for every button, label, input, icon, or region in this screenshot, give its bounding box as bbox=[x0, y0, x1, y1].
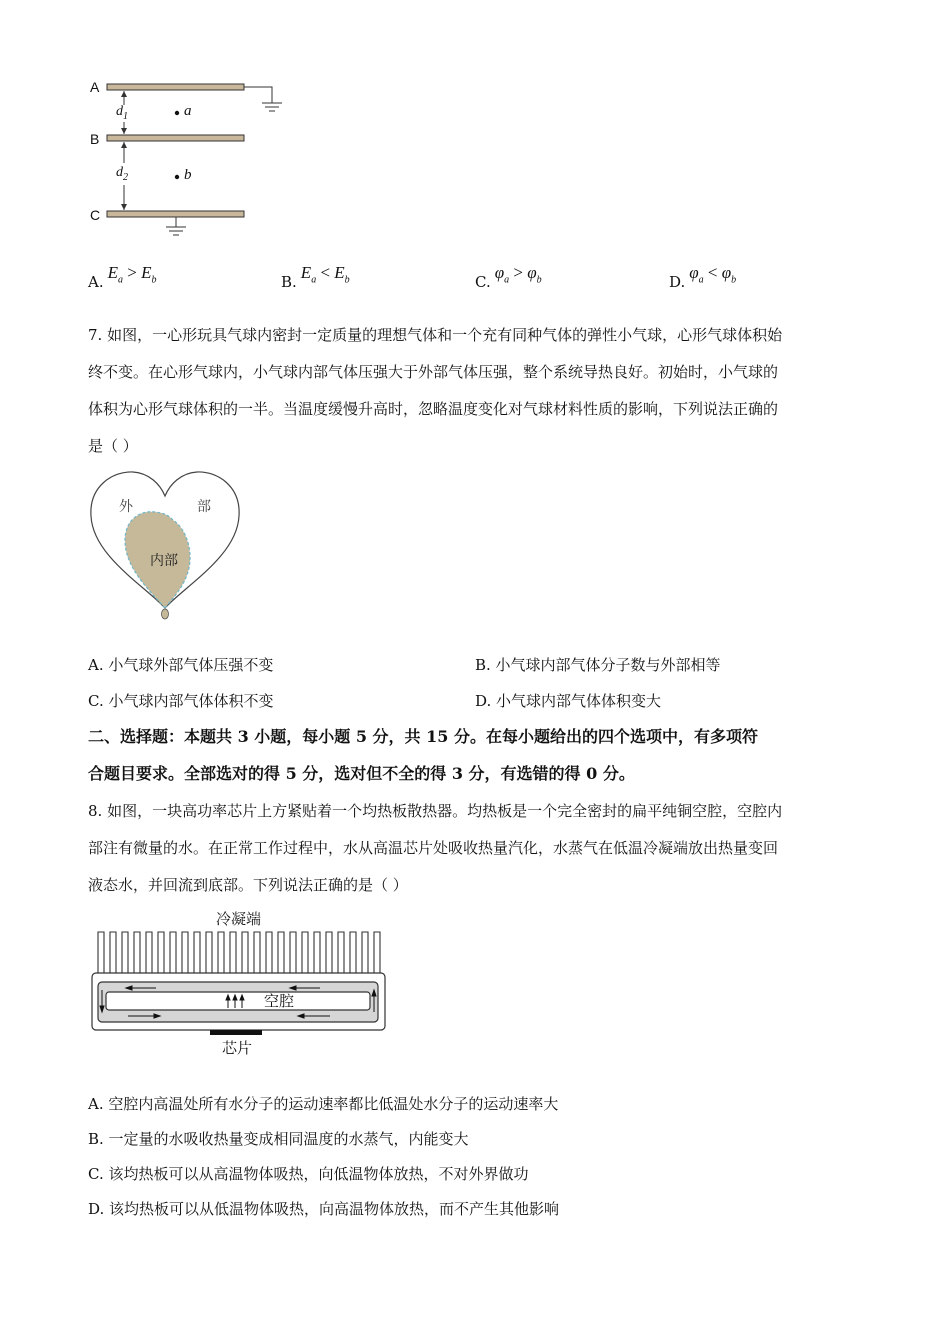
condenser-label: 冷凝端 bbox=[216, 911, 262, 928]
section2-heading-line-1: 二、选择题：本题共 3 小题，每小题 5 分，共 15 分。在每小题给出的四个选项中，有多项符 bbox=[88, 727, 758, 746]
point-a-label: a bbox=[184, 103, 192, 119]
q7-line-1: 7. 如图，一心形玩具气球内密封一定质量的理想气体和一个充有同种气体的弹性小气球，心形气球体积始 bbox=[88, 326, 783, 344]
chip-block bbox=[210, 1030, 262, 1035]
q8-option-d[interactable]: D. 该均热板可以从低温物体吸热，向高温物体放热，而不产生其他影响 bbox=[88, 1200, 560, 1218]
cavity-box bbox=[106, 992, 370, 1010]
q8-option-a[interactable]: A. 空腔内高温处所有水分子的运动速率都比低温处水分子的运动速率大 bbox=[88, 1095, 559, 1113]
q7-option-a[interactable]: A. 小气球外部气体压强不变 bbox=[88, 656, 274, 674]
q6-option-c[interactable]: C. $\varphi_a > \varphi_b$ bbox=[475, 263, 542, 292]
plate-c-label: C bbox=[90, 207, 101, 223]
q7-option-d[interactable]: D. 小气球内部气体体积变大 bbox=[475, 692, 662, 710]
q8-option-b[interactable]: B. 一定量的水吸收热量变成相同温度的水蒸气，内能变大 bbox=[88, 1130, 469, 1148]
d1-label: $d_1$ bbox=[116, 104, 128, 122]
q8-line-3: 液态水，并回流到底部。下列说法正确的是（ ） bbox=[88, 876, 408, 894]
q8-line-2: 部注有微量的水。在正常工作过程中，水从高温芯片处吸收热量汽化，水蒸气在低温冷凝端放出热量变回 bbox=[88, 839, 779, 857]
outside-label-1: 外 bbox=[119, 499, 133, 515]
q7-line-2: 终不变。在心形气球内，小气球内部气体压强大于外部气体压强，整个系统导热良好。初始时，小气球的 bbox=[88, 363, 779, 381]
d2-label: $d_2$ bbox=[116, 165, 128, 183]
outside-label-2: 部 bbox=[197, 499, 211, 515]
q8-option-c[interactable]: C. 该均热板可以从高温物体吸热，向低温物体放热，不对外界做功 bbox=[88, 1165, 529, 1183]
plate-a-label: A bbox=[90, 79, 100, 95]
chip-label: 芯片 bbox=[222, 1040, 253, 1057]
capacitor-figure bbox=[80, 75, 310, 250]
q6-option-b[interactable]: B. $E_a < E_b$ bbox=[281, 263, 350, 292]
plate-c bbox=[107, 211, 244, 217]
point-b-label: b bbox=[184, 167, 192, 183]
q7-line-4: 是（ ） bbox=[88, 437, 138, 455]
vapor-chamber-diagram bbox=[88, 908, 388, 1058]
q7-option-b[interactable]: B. 小气球内部气体分子数与外部相等 bbox=[475, 656, 721, 674]
capacitor-diagram bbox=[80, 75, 310, 250]
point-a-dot bbox=[175, 111, 179, 115]
heart-balloon-figure bbox=[85, 468, 245, 623]
q6-option-d[interactable]: D. $\varphi_a < \varphi_b$ bbox=[669, 263, 737, 292]
plate-b bbox=[107, 135, 244, 141]
plate-b-label: B bbox=[90, 131, 100, 147]
section2-heading-line-2: 合题目要求。全部选对的得 5 分，选对但不全的得 3 分，有选错的得 0 分。 bbox=[88, 764, 635, 783]
q6-option-a[interactable]: A. $E_a > E_b$ bbox=[88, 263, 157, 292]
inside-label: 内部 bbox=[150, 553, 178, 569]
q7-option-c[interactable]: C. 小气球内部气体体积不变 bbox=[88, 692, 274, 710]
heart-balloon-diagram bbox=[85, 468, 245, 623]
q7-line-3: 体积为心形气球体积的一半。当温度缓慢升高时，忽略温度变化对气球材料性质的影响，下列说法正确的 bbox=[88, 400, 779, 418]
vapor-chamber-figure bbox=[88, 908, 388, 1058]
plate-a bbox=[107, 84, 244, 90]
point-b-dot bbox=[175, 175, 179, 179]
cavity-label: 空腔 bbox=[264, 993, 295, 1010]
q8-line-1: 8. 如图，一块高功率芯片上方紧贴着一个均热板散热器。均热板是一个完全密封的扁平纯铜空腔，空腔内 bbox=[88, 802, 783, 820]
